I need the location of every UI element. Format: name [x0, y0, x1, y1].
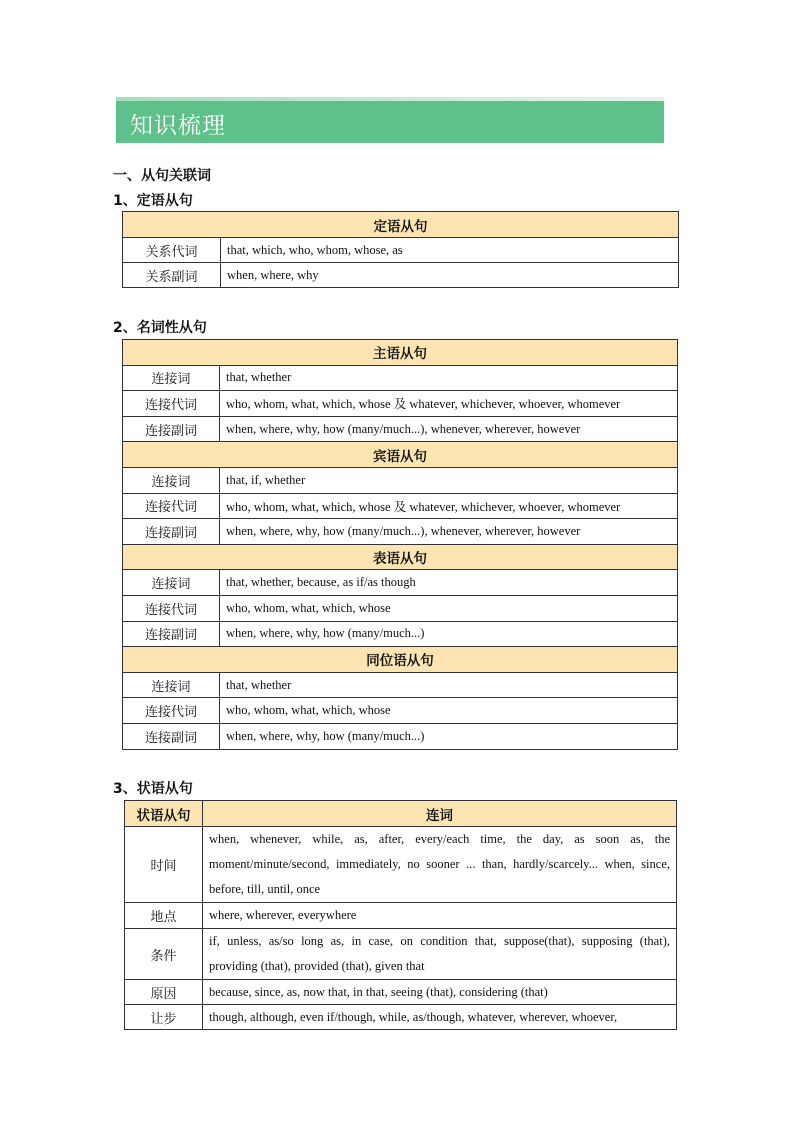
- row-label: 连接副词: [123, 621, 220, 647]
- row-label: 连接代词: [123, 391, 220, 417]
- row-label: 连接代词: [123, 698, 220, 724]
- row-value: when, where, why, how (many/much...), whenever, wherever, however: [220, 519, 678, 545]
- table-header-row: [123, 340, 678, 366]
- row-label: 条件: [125, 929, 203, 980]
- row-label: 连接词: [123, 672, 220, 698]
- group-header-predicative: 表语从句: [123, 544, 678, 570]
- heading-conjunctions: 一、从句关联词: [113, 168, 211, 184]
- table-header-row: [123, 442, 678, 468]
- row-label: 时间: [125, 827, 203, 903]
- heading-attributive-clause: 1、定语从句: [113, 193, 193, 209]
- row-value: though, although, even if/though, while, as/though, whatever, wherever, whoever,: [203, 1005, 677, 1030]
- table-row: [125, 903, 677, 929]
- row-label: 连接词: [123, 467, 220, 493]
- row-label: 地点: [125, 903, 203, 929]
- row-value: when, whenever, while, as, after, every/each time, the day, as soon as, the moment/minute/second, immediately, no sooner ... than, hardly/scarcely... when, since, before, till, until, once: [203, 827, 677, 903]
- table-row: [125, 827, 677, 903]
- table-header: 定语从句: [123, 212, 679, 238]
- table-row: [123, 621, 678, 647]
- adverbial-clause-table: [124, 800, 677, 1030]
- section-banner: [116, 101, 664, 143]
- table-header-row: [123, 212, 679, 238]
- row-value: when, where, why, how (many/much...): [220, 723, 678, 749]
- table-header-row: [123, 544, 678, 570]
- row-value: who, whom, what, which, whose 及 whatever, whichever, whoever, whomever: [220, 493, 678, 519]
- row-value: when, where, why: [221, 263, 679, 288]
- table-header-row: [125, 801, 677, 827]
- table-row: [123, 723, 678, 749]
- row-label: 关系代词: [123, 238, 221, 263]
- table-header-row: [123, 647, 678, 673]
- table-row: [123, 570, 678, 596]
- table-row: [123, 519, 678, 545]
- row-value: when, where, why, how (many/much...), whenever, wherever, however: [220, 416, 678, 442]
- table-row: [125, 929, 677, 980]
- attributive-clause-table: [122, 211, 679, 288]
- heading-adverbial-clause: 3、状语从句: [113, 781, 193, 797]
- nominal-clause-table: [122, 339, 678, 750]
- table-row: [123, 365, 678, 391]
- table-row: [123, 672, 678, 698]
- row-label: 连接词: [123, 570, 220, 596]
- table-row: [125, 1005, 677, 1030]
- row-value: that, whether: [220, 672, 678, 698]
- row-label: 连接副词: [123, 416, 220, 442]
- row-value: where, wherever, everywhere: [203, 903, 677, 929]
- row-label: 连接副词: [123, 519, 220, 545]
- row-value: who, whom, what, which, whose: [220, 595, 678, 621]
- group-header-subject: 主语从句: [123, 340, 678, 366]
- row-value: who, whom, what, which, whose 及 whatever, whichever, whoever, whomever: [220, 391, 678, 417]
- table-row: [123, 698, 678, 724]
- row-value: because, since, as, now that, in that, seeing (that), considering (that): [203, 980, 677, 1005]
- table-row: [123, 493, 678, 519]
- row-value: who, whom, what, which, whose: [220, 698, 678, 724]
- row-value: that, whether: [220, 365, 678, 391]
- row-label: 连接代词: [123, 493, 220, 519]
- column-header-clause: 状语从句: [125, 801, 203, 827]
- heading-nominal-clause: 2、名词性从句: [113, 320, 207, 336]
- group-header-object: 宾语从句: [123, 442, 678, 468]
- row-label: 连接副词: [123, 723, 220, 749]
- row-value: that, which, who, whom, whose, as: [221, 238, 679, 263]
- row-label: 原因: [125, 980, 203, 1005]
- banner-title: 知识梳理: [130, 113, 226, 139]
- table-row: [123, 391, 678, 417]
- table-row: [123, 238, 679, 263]
- column-header-conjunction: 连词: [203, 801, 677, 827]
- row-label: 让步: [125, 1005, 203, 1030]
- row-label: 连接词: [123, 365, 220, 391]
- row-value: that, whether, because, as if/as though: [220, 570, 678, 596]
- row-value: that, if, whether: [220, 467, 678, 493]
- table-row: [123, 416, 678, 442]
- group-header-appositive: 同位语从句: [123, 647, 678, 673]
- table-row: [123, 467, 678, 493]
- table-row: [125, 980, 677, 1005]
- row-value: when, where, why, how (many/much...): [220, 621, 678, 647]
- row-value: if, unless, as/so long as, in case, on condition that, suppose(that), supposing (that), providing (that), provided (that), given that: [203, 929, 677, 980]
- row-label: 连接代词: [123, 595, 220, 621]
- table-row: [123, 595, 678, 621]
- row-label: 关系副词: [123, 263, 221, 288]
- table-row: [123, 263, 679, 288]
